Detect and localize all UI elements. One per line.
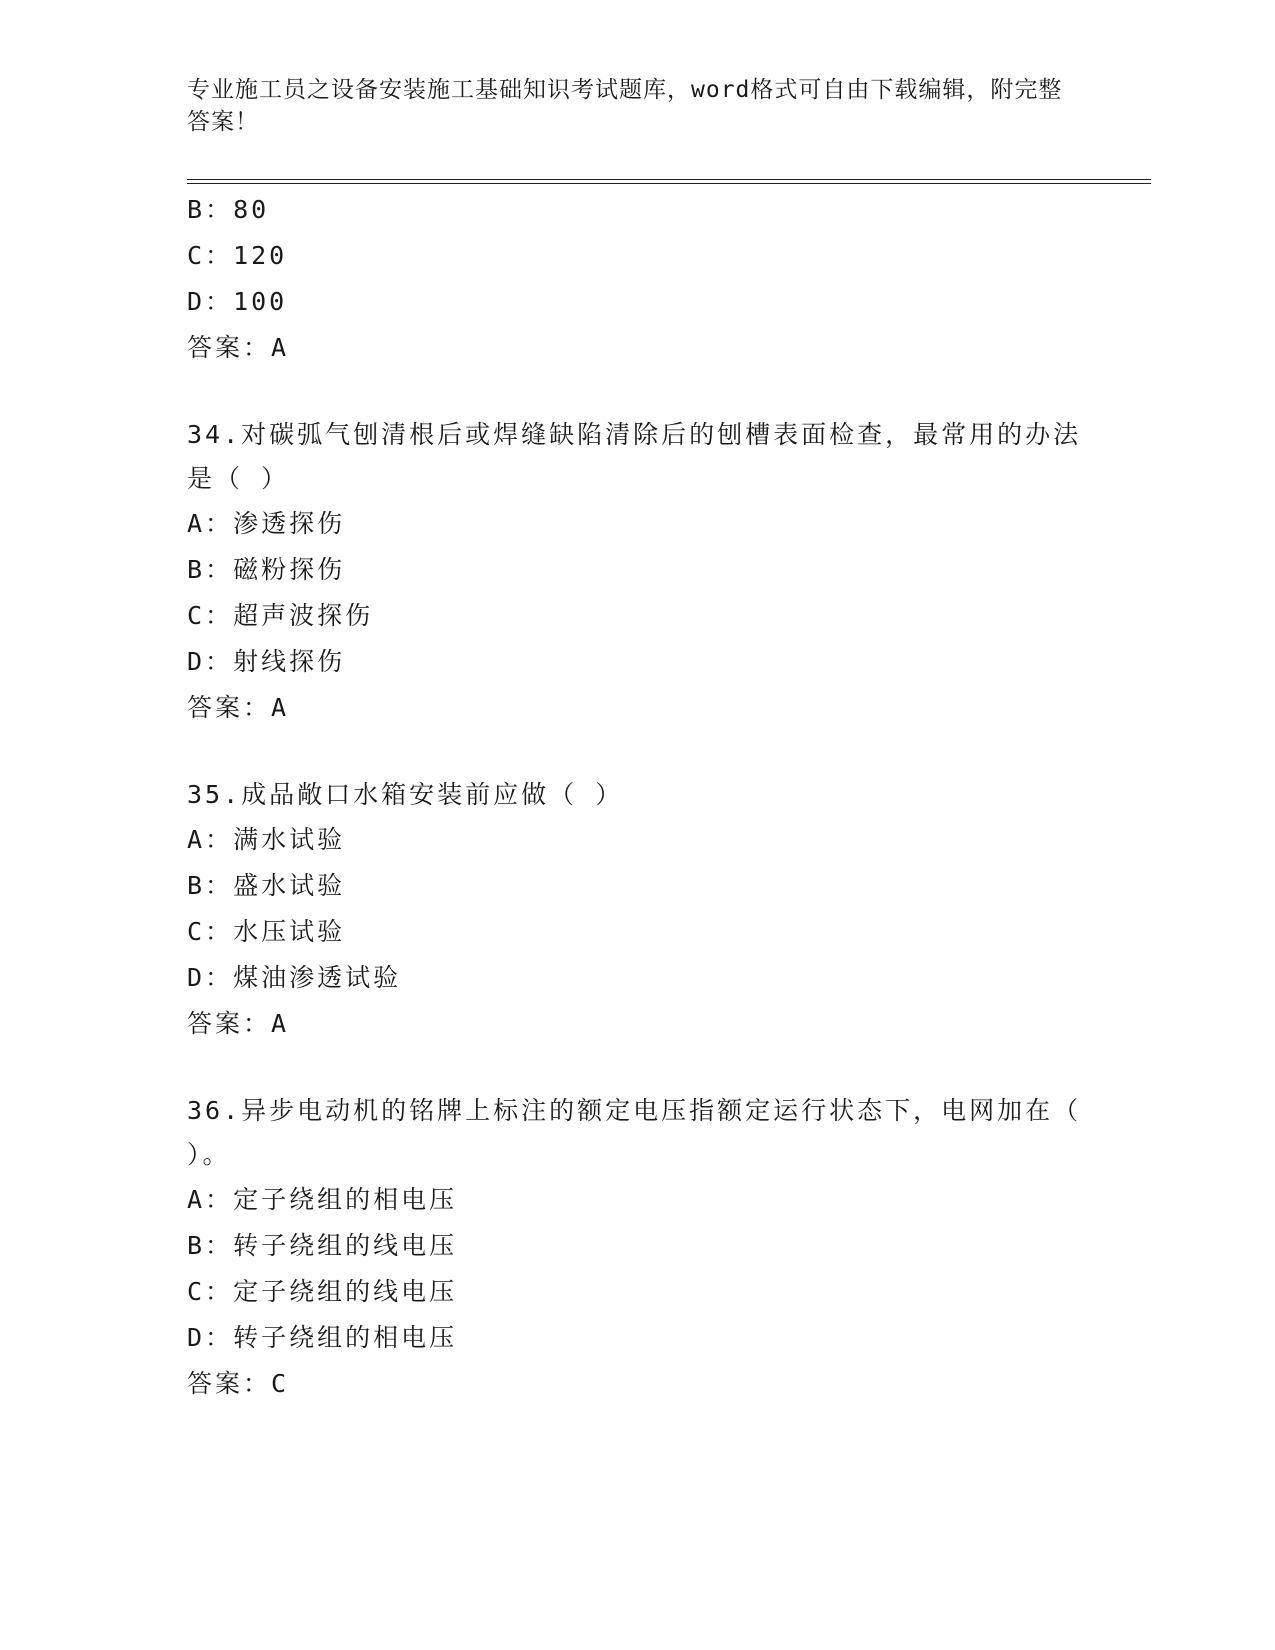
answer-line: 答案：A [187,333,290,362]
question-block [187,413,1151,731]
answer-line: 答案：A [187,693,290,722]
document-header-title: 专业施工员之设备安装施工基础知识考试题库，word格式可自由下载编辑，附完整答案！ [187,77,1063,135]
question-text: 36.异步电动机的铭牌上标注的额定电压指额定运行状态下，电网加在（ ）。 [187,1096,1082,1169]
question-text: 34.对碳弧气刨清根后或焊缝缺陷清除后的刨槽表面检查，最常用的办法是（ ） [187,420,1082,493]
header-rule-top [187,179,1151,180]
question-list [187,187,1151,1407]
answer-line: 答案：A [187,1009,290,1038]
option-row: B：80 [187,195,270,224]
question-text: 35.成品敞口水箱安装前应做（ ） [187,780,624,809]
option-row: A：渗透探伤 [187,509,346,538]
option-row: C：超声波探伤 [187,601,374,630]
question-block [187,1089,1151,1407]
option-row: D：转子绕组的相电压 [187,1323,458,1352]
option-row: B：盛水试验 [187,871,346,900]
option-row: B：转子绕组的线电压 [187,1231,458,1260]
option-row: A：定子绕组的相电压 [187,1185,458,1214]
header-rule-bottom [187,183,1151,184]
option-row: D：射线探伤 [187,647,346,676]
option-row: C：水压试验 [187,917,346,946]
option-row: C：定子绕组的线电压 [187,1277,458,1306]
option-row: A：满水试验 [187,825,346,854]
option-row: C：120 [187,241,288,270]
answer-line: 答案：C [187,1369,290,1398]
option-row: D：100 [187,287,288,316]
option-row: B：磁粉探伤 [187,555,346,584]
question-block [187,773,1151,1047]
question-block [187,187,1151,371]
option-row: D：煤油渗透试验 [187,963,402,992]
